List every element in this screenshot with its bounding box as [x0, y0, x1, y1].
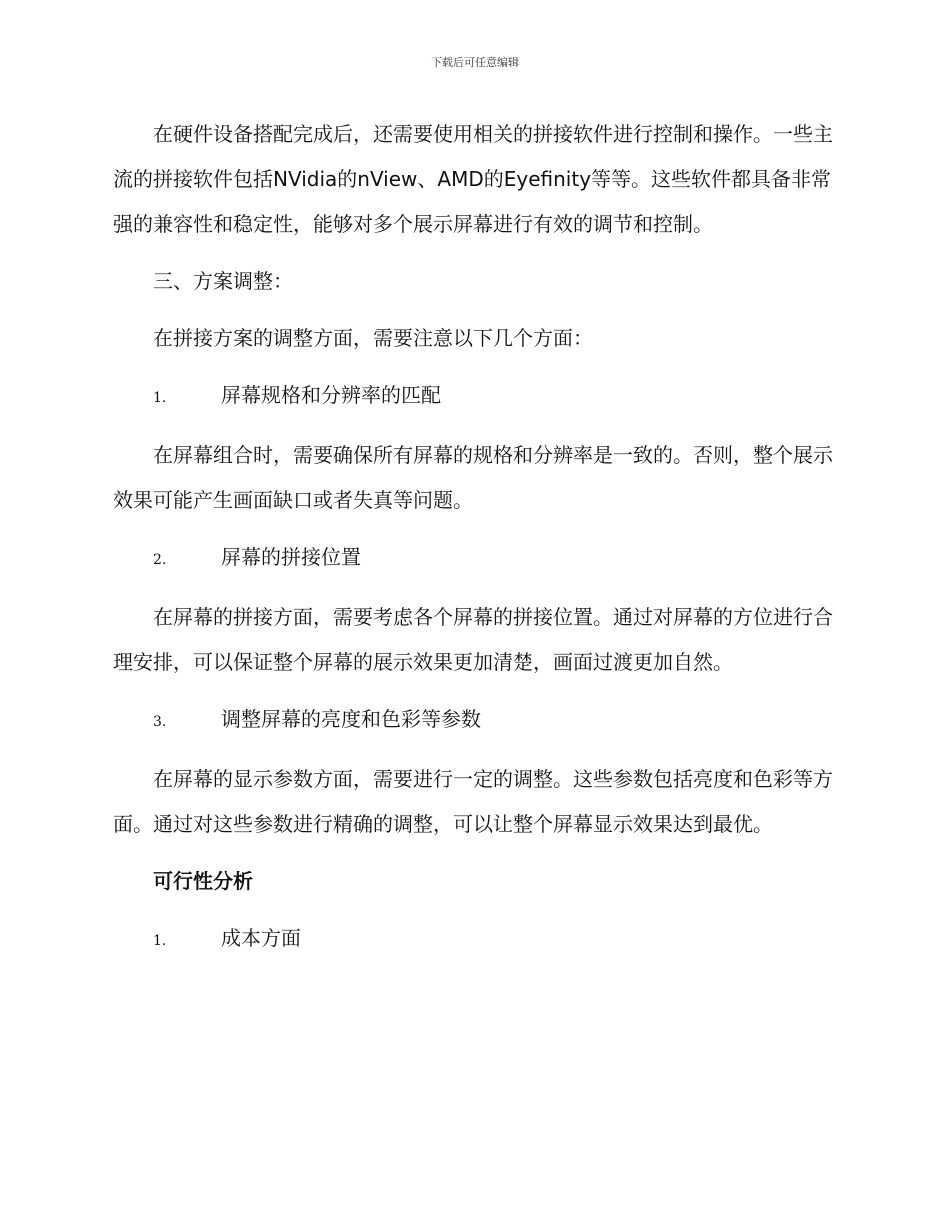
paragraph-adjustment-intro: 在拼接方案的调整方面，需要注意以下几个方面： [153, 326, 593, 350]
list-number: 1. [153, 390, 167, 406]
paragraph-stitching-software: 在硬件设备搭配完成后，还需要使用相关的拼接软件进行控制和操作。一些主流的拼接软件包括NVidia的nView、AMD的Eyefinity等等。这些软件都具备非常强的兼容性和稳定性，能够对多个展示屏幕进行有效的调节和控制。 [113, 122, 833, 236]
list-item-cost [113, 916, 833, 964]
paragraph-position: 在屏幕的拼接方面，需要考虑各个屏幕的拼接位置。通过对屏幕的方位进行合理安排，可以保证整个屏幕的展示效果更加清楚，画面过渡更加自然。 [113, 605, 833, 674]
list-number: 3. [153, 714, 167, 730]
section-title-feasibility: 可行性分析 [153, 869, 253, 893]
paragraph-brightness: 在屏幕的显示参数方面，需要进行一定的调整。这些参数包括亮度和色彩等方面。通过对这些参数进行精确的调整，可以让整个屏幕显示效果达到最优。 [113, 767, 833, 836]
page-header: 下载后可任意编辑 [431, 56, 519, 69]
list-item-label: 屏幕的拼接位置 [221, 545, 361, 569]
list-item-resolution [113, 373, 833, 421]
list-number: 2. [153, 552, 167, 568]
section-title-adjustment: 三、方案调整： [153, 269, 293, 293]
list-item-label: 成本方面 [221, 926, 301, 950]
document-body [113, 112, 833, 976]
list-item-label: 屏幕规格和分辨率的匹配 [221, 383, 441, 407]
list-number: 1. [153, 933, 167, 949]
list-item-brightness [113, 697, 833, 745]
list-item-position [113, 535, 833, 583]
paragraph-resolution: 在屏幕组合时，需要确保所有屏幕的规格和分辨率是一致的。否则，整个展示效果可能产生画面缺口或者失真等问题。 [113, 443, 833, 512]
list-item-label: 调整屏幕的亮度和色彩等参数 [221, 707, 481, 731]
